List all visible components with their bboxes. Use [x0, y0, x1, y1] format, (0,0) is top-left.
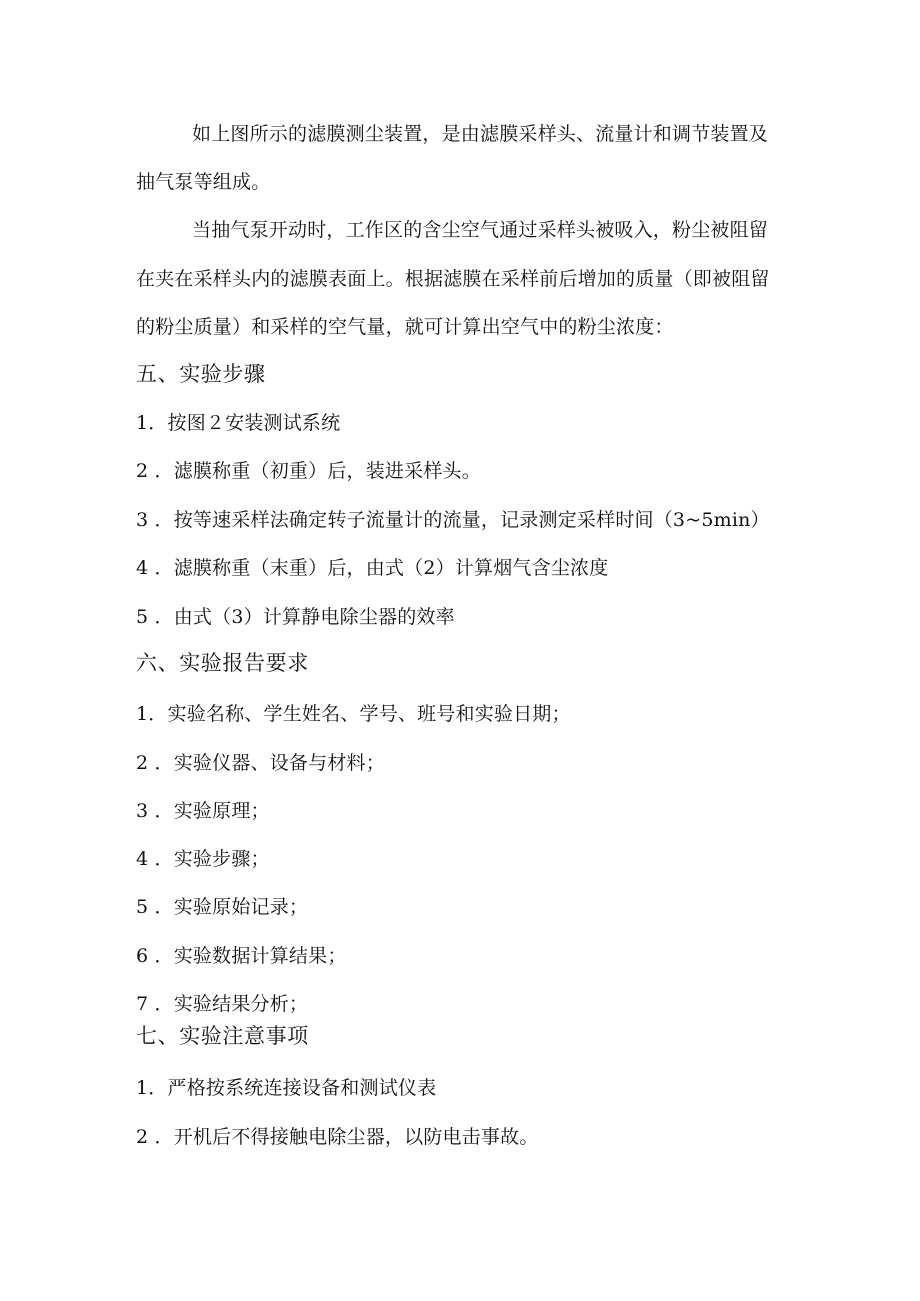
paragraph-2-line-2: 在夹在采样头内的滤膜表面上。根据滤膜在采样前后增加的质量（即被阻留 — [136, 268, 770, 290]
section-6-item: 7 ．实验结果分析； — [136, 993, 309, 1015]
section-6-item: 6 ．实验数据计算结果； — [136, 945, 347, 967]
section-5-item: 1．按图２安装测试系统 — [136, 412, 341, 434]
section-6-item: 5 ．实验原始记录； — [136, 896, 309, 918]
section-5-heading: 五、实验步骤 — [136, 362, 266, 386]
section-5-item: 3 ．按等速采样法确定转子流量计的流量，记录测定采样时间（3~5min） — [136, 509, 770, 531]
section-5-item: 2 ．滤膜称重（初重）后，装进采样头。 — [136, 460, 481, 482]
section-7-heading: 七、实验注意事项 — [136, 1024, 309, 1048]
section-7-item: 2 ．开机后不得接触电除尘器，以防电击事故。 — [136, 1126, 539, 1148]
paragraph-1-line-1: 如上图所示的滤膜测尘装置，是由滤膜采样头、流量计和调节装置及 — [192, 123, 769, 145]
section-5-item: 5 ．由式（3）计算静电除尘器的效率 — [136, 606, 455, 628]
section-7-item: 1．严格按系统连接设备和测试仪表 — [136, 1077, 437, 1099]
section-6-heading: 六、实验报告要求 — [136, 651, 309, 675]
section-5-item: 4 ．滤膜称重（末重）后，由式（2）计算烟气含尘浓度 — [136, 557, 609, 579]
section-6-item: 3 ．实验原理； — [136, 800, 270, 822]
section-6-item: 1．实验名称、学生姓名、学号、班号和实验日期； — [136, 703, 571, 725]
paragraph-1-line-2: 抽气泵等组成。 — [136, 171, 271, 193]
paragraph-2-line-1: 当抽气泵开动时，工作区的含尘空气通过采样头被吸入，粉尘被阻留 — [192, 219, 769, 241]
section-6-item: 2 ．实验仪器、设备与材料； — [136, 752, 385, 774]
section-6-item: 4 ．实验步骤； — [136, 848, 270, 870]
paragraph-2-line-3: 的粉尘质量）和采样的空气量，就可计算出空气中的粉尘浓度： — [136, 316, 674, 338]
